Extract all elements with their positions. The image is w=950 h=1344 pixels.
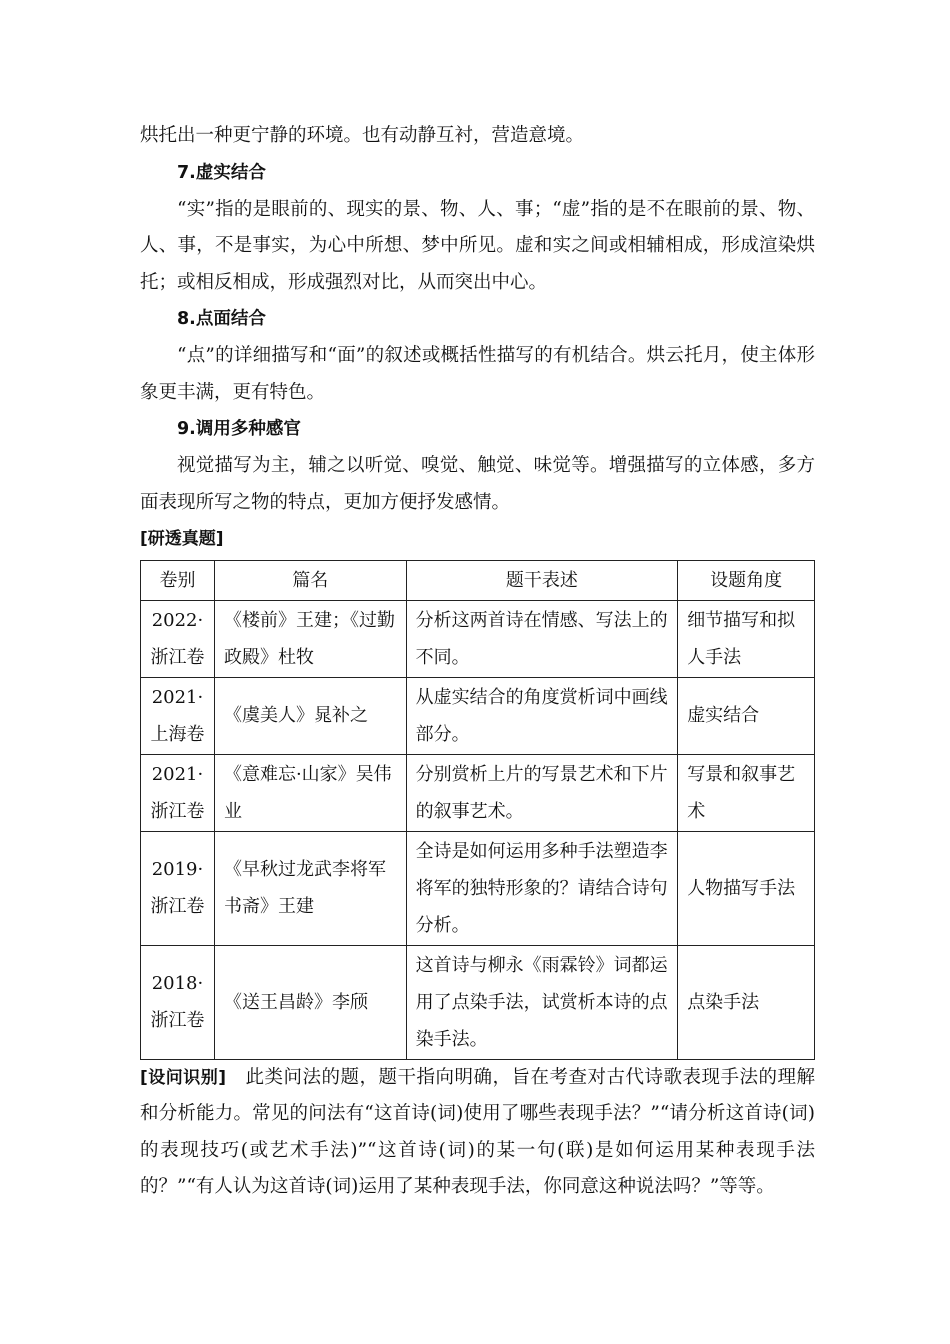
header-cell: 卷别 — [141, 560, 215, 600]
paper-region: 浙江卷 — [150, 896, 205, 917]
section-heading: 9.调用多种感官 — [177, 419, 301, 439]
angle-cell: 写景和叙事艺术 — [678, 754, 815, 831]
header-cell: 题干表述 — [406, 560, 678, 600]
angle-cell: 细节描写和拟人手法 — [678, 600, 815, 677]
question-cell: 分别赏析上片的写景艺术和下片的叙事艺术。 — [406, 754, 678, 831]
section-virtual-real — [140, 155, 815, 302]
angle-cell: 点染手法 — [678, 945, 815, 1059]
identify-paragraph — [140, 1060, 815, 1206]
table-row — [141, 677, 815, 754]
document-page — [140, 118, 815, 1206]
section-body: “实”指的是眼前的、现实的景、物、人、事；“虚”指的是不在眼前的景、物、人、事，不是事实，为心中所想、梦中所见。虚和实之间或相辅相成，形成渲染烘托；或相反相成，形成强烈对比，从而突出中心。 — [140, 198, 815, 293]
paper-year: 2019· — [151, 859, 204, 880]
identify-text: 此类问法的题，题干指向明确，旨在考查对古代诗歌表现手法的理解和分析能力。常见的问法有“这首诗(词)使用了哪些表现手法？”“请分析这首诗(词)的表现技巧(或艺术手法)”“这首诗(词)的某一句(联)是如何运用某种表现手法的？”“有人认为这首诗(词)运用了某种表现手法，你同意这种说法吗？”等等。 — [140, 1066, 815, 1197]
angle-cell: 虚实结合 — [678, 677, 815, 754]
question-cell: 这首诗与柳永《雨霖铃》词都运用了点染手法，试赏析本诗的点染手法。 — [406, 945, 678, 1059]
paper-cell — [141, 600, 215, 677]
title-cell: 《虞美人》晁补之 — [214, 677, 406, 754]
paper-cell — [141, 831, 215, 945]
table-row — [141, 831, 815, 945]
study-label: [研透真题] — [140, 529, 224, 549]
table-row — [141, 945, 815, 1059]
table-row — [141, 754, 815, 831]
paper-cell — [141, 945, 215, 1059]
paper-region: 浙江卷 — [150, 1010, 205, 1031]
paper-year: 2018· — [151, 973, 204, 994]
exam-table — [140, 560, 815, 1060]
paper-year: 2022· — [151, 609, 204, 631]
paper-region: 浙江卷 — [150, 646, 205, 668]
paper-region: 上海卷 — [150, 723, 205, 745]
section-senses — [140, 411, 815, 521]
paper-cell — [141, 754, 215, 831]
paper-year: 2021· — [151, 686, 204, 708]
title-cell: 《意难忘·山家》吴伟业 — [214, 754, 406, 831]
title-cell: 《早秋过龙武李将军书斋》王建 — [214, 831, 406, 945]
title-cell: 《送王昌龄》李颀 — [214, 945, 406, 1059]
intro-line: 烘托出一种更宁静的环境。也有动静互衬，营造意境。 — [140, 125, 585, 146]
table-header-row — [141, 560, 815, 600]
header-cell: 设题角度 — [678, 560, 815, 600]
angle-cell: 人物描写手法 — [678, 831, 815, 945]
section-body: 视觉描写为主，辅之以听觉、嗅觉、触觉、味觉等。增强描写的立体感，多方面表现所写之物的特点，更加方便抒发感情。 — [140, 455, 815, 513]
question-cell: 全诗是如何运用多种手法塑造李将军的独特形象的？请结合诗句分析。 — [406, 831, 678, 945]
section-heading: 7.虚实结合 — [177, 162, 266, 183]
question-cell: 从虚实结合的角度赏析词中画线部分。 — [406, 677, 678, 754]
title-cell: 《楼前》王建；《过勤政殿》杜牧 — [214, 600, 406, 677]
header-cell: 篇名 — [214, 560, 406, 600]
question-cell: 分析这两首诗在情感、写法上的不同。 — [406, 600, 678, 677]
paper-year: 2021· — [151, 763, 204, 785]
section-point-surface — [140, 301, 815, 411]
identify-label: [设问识别] — [140, 1067, 227, 1088]
table-row — [141, 600, 815, 677]
paper-cell — [141, 677, 215, 754]
paper-region: 浙江卷 — [150, 800, 205, 822]
section-heading: 8.点面结合 — [177, 309, 266, 329]
section-body: “点”的详细描写和“面”的叙述或概括性描写的有机结合。烘云托月，使主体形象更丰满，更有特色。 — [140, 345, 815, 403]
